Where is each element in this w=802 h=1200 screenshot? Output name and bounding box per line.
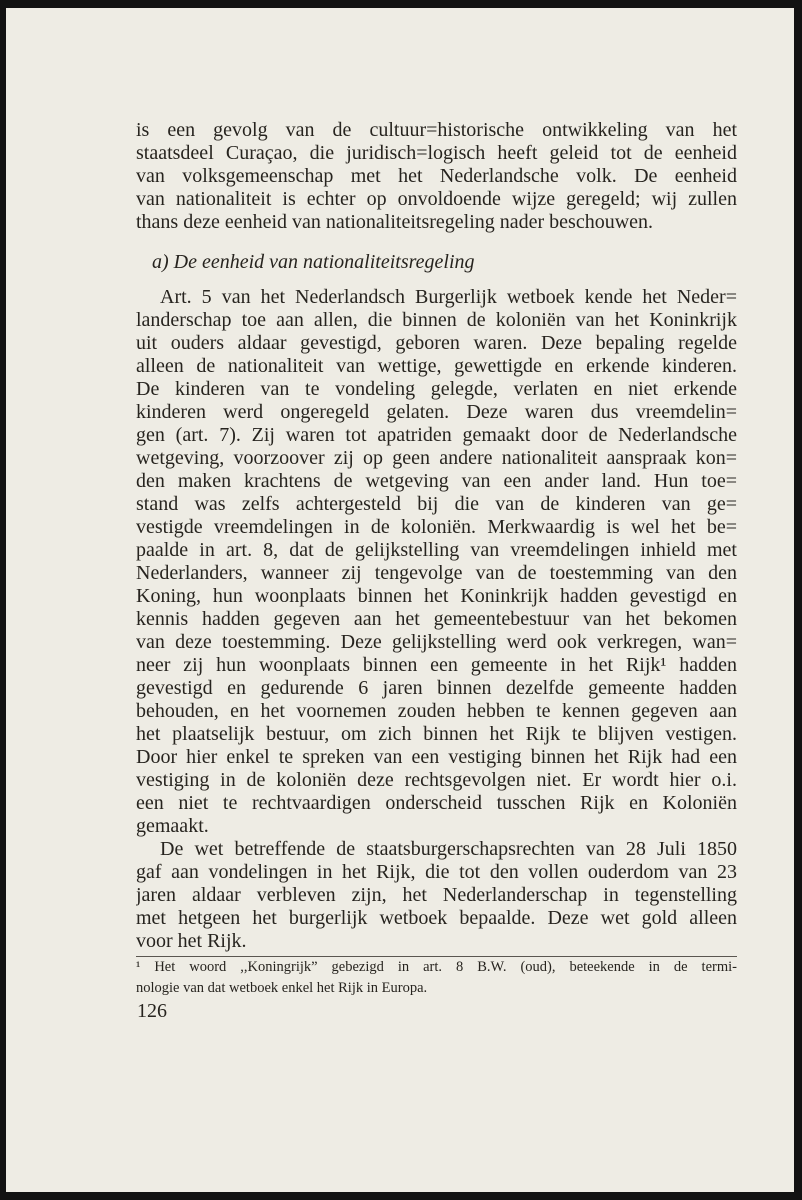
text-line: staatsdeel Curaçao, die juridisch=logisch heeft geleid tot de eenheid: [136, 142, 737, 164]
book-page: [6, 8, 794, 1192]
text-line: Nederlanders, wanneer zij tengevolge van de toestemming van den: [136, 562, 737, 584]
text-line: uit ouders aldaar gevestigd, geboren waren. Deze bepaling regelde: [136, 332, 737, 354]
text-line: wetgeving, voorzoover zij op geen andere nationaliteit aanspraak kon=: [136, 447, 737, 469]
text-line: den maken krachtens de wetgeving van een ander land. Hun toe=: [136, 470, 737, 492]
text-line: met hetgeen het burgerlijk wetboek bepaalde. Deze wet gold alleen: [136, 907, 737, 929]
text-line: het plaatselijk bestuur, om zich binnen het Rijk te blijven vestigen.: [136, 723, 737, 745]
paragraph: [136, 286, 737, 838]
text-line: vestigde vreemdelingen in de koloniën. Merkwaardig is wel het be=: [136, 516, 737, 538]
section-heading: a) De eenheid van nationaliteitsregeling: [152, 251, 475, 273]
text-line: kinderen werd ongeregeld gelaten. Deze waren dus vreemdelin=: [136, 401, 737, 423]
text-line: gaf aan vondelingen in het Rijk, die tot den vollen ouderdom van 23: [136, 861, 737, 883]
text-line: een niet te rechtvaardigen onderscheid tusschen Rijk en Koloniën: [136, 792, 737, 814]
text-line: kennis hadden gegeven aan het gemeentebestuur van het bekomen: [136, 608, 737, 630]
text-line: behouden, en het voornemen zouden hebben te kennen gegeven aan: [136, 700, 737, 722]
text-line: De wet betreffende de staatsburgerschapsrechten van 28 Juli 1850: [160, 838, 737, 860]
text-line: Koning, hun woonplaats binnen het Koninkrijk hadden gevestigd en: [136, 585, 737, 607]
text-line: Door hier enkel te spreken van een vestiging binnen het Rijk had een: [136, 746, 737, 768]
text-line: jaren aldaar verbleven zijn, het Nederlanderschap in tegenstelling: [136, 884, 737, 906]
text-line: De kinderen van te vondeling gelegde, verlaten en niet erkende: [136, 378, 737, 400]
text-line: alleen de nationaliteit van wettige, gewettigde en erkende kinderen.: [136, 355, 737, 377]
footnote: [136, 957, 737, 999]
text-line: thans deze eenheid van nationaliteitsregeling nader beschouwen.: [136, 211, 654, 233]
text-line: Art. 5 van het Nederlandsch Burgerlijk wetboek kende het Neder=: [160, 286, 737, 308]
text-line: van nationaliteit is echter op onvoldoende wijze geregeld; wij zullen: [136, 188, 737, 210]
paragraph: [136, 838, 737, 953]
text-line: vestiging in de koloniën deze rechtsgevolgen niet. Er wordt hier o.i.: [136, 769, 737, 791]
footnote-line: nologie van dat wetboek enkel het Rijk in Europa.: [136, 980, 428, 996]
text-line: stand was zelfs achtergesteld bij die van de kinderen van ge=: [136, 493, 737, 515]
text-line: gemaakt.: [136, 815, 209, 837]
text-line: paalde in art. 8, dat de gelijkstelling van vreemdelingen inhield met: [136, 539, 737, 561]
footnote-line: ¹ Het woord ,,Koningrijk” gebezigd in art. 8 B.W. (oud), beteekende in de termi-: [136, 959, 737, 975]
text-line: is een gevolg van de cultuur=historische ontwikkeling van het: [136, 119, 737, 141]
text-line: voor het Rijk.: [136, 930, 247, 952]
page-number: 126: [137, 1000, 167, 1022]
text-line: gen (art. 7). Zij waren tot apatriden gemaakt door de Nederlandsche: [136, 424, 737, 446]
text-line: van volksgemeenschap met het Nederlandsche volk. De eenheid: [136, 165, 737, 187]
text-line: neer zij hun woonplaats binnen een gemeente in het Rijk¹ hadden: [136, 654, 737, 676]
text-line: landerschap toe aan allen, die binnen de koloniën van het Koninkrijk: [136, 309, 737, 331]
text-line: gevestigd en gedurende 6 jaren binnen dezelfde gemeente hadden: [136, 677, 737, 699]
paragraph: [136, 119, 737, 234]
text-line: van deze toestemming. Deze gelijkstelling werd ook verkregen, wan=: [136, 631, 737, 653]
